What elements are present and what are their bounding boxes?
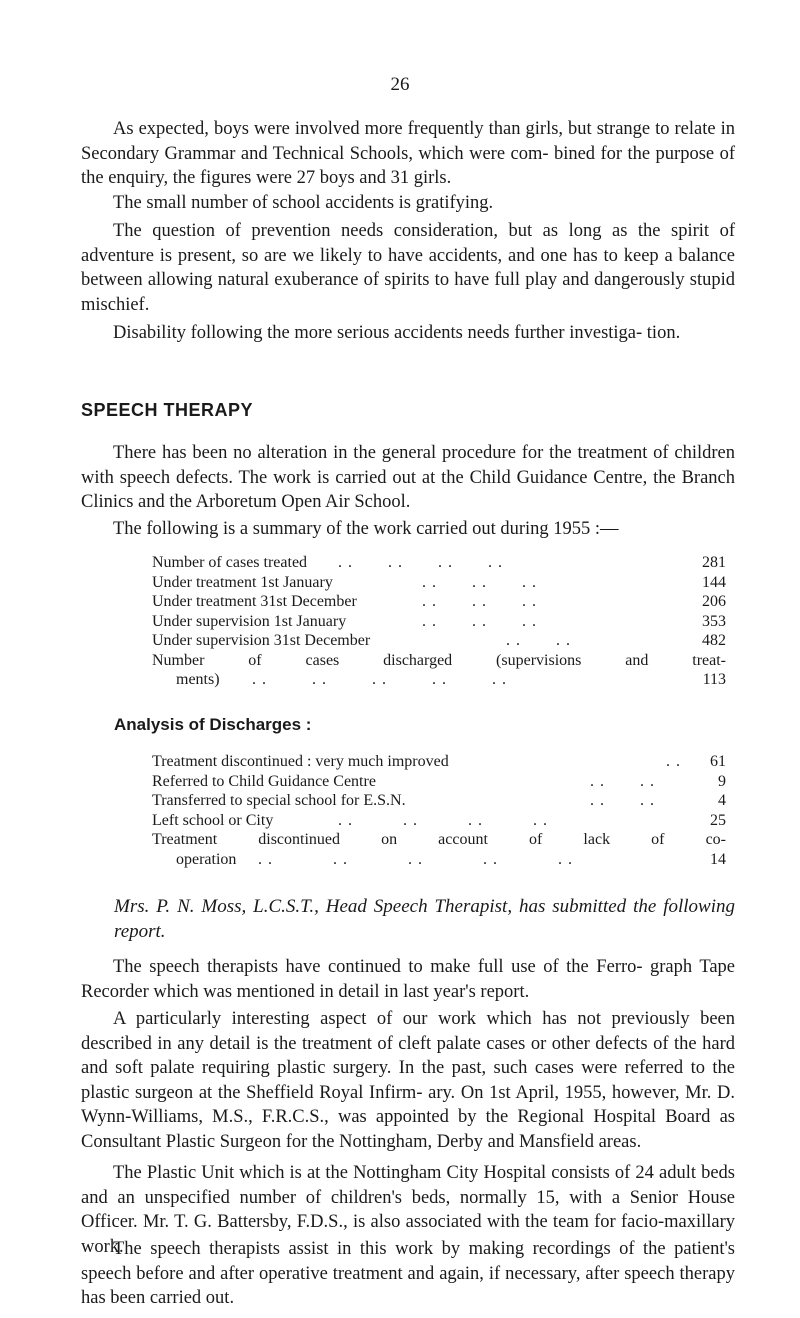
row-value: 61 bbox=[710, 753, 726, 770]
intro-paragraph-3: The question of prevention needs consideration, but as long as the spirit of adventure is present, so are we likely to have accidents, and one has to keep a balance between allowing natural exuberance of spirits to have full play and dangerously stupid mischief. bbox=[81, 221, 735, 315]
leader-dots: . . . . bbox=[506, 632, 571, 649]
row-value: 113 bbox=[702, 671, 726, 688]
table-row bbox=[152, 670, 726, 690]
row-label: Under treatment 31st December bbox=[152, 593, 357, 610]
leader-dots: . . . . . . . . . . bbox=[252, 671, 507, 688]
row-value: 281 bbox=[702, 554, 726, 571]
row-label: Under supervision 1st January bbox=[152, 612, 347, 630]
row-label: Transferred to special school for E.S.N. bbox=[152, 792, 406, 809]
intro-paragraph-2: The small number of school accidents is gratifying. bbox=[113, 193, 494, 213]
row-value: 14 bbox=[710, 850, 726, 868]
report-paragraph-1: The speech therapists have continued to make full use of the Ferro- graph Tape Recorder which was mentioned in detail in last year's report. bbox=[81, 957, 735, 1002]
row-label-continuation: operation bbox=[176, 850, 237, 868]
table-row bbox=[152, 612, 726, 632]
row-label: Left school or City bbox=[152, 811, 274, 829]
row-value: 482 bbox=[702, 632, 726, 649]
row-value: 144 bbox=[702, 573, 726, 591]
discharges-table bbox=[152, 752, 726, 869]
section-paragraph-2: The following is a summary of the work carried out during 1955 :— bbox=[113, 519, 619, 539]
table-row bbox=[152, 791, 726, 811]
row-label: Under treatment 1st January bbox=[152, 573, 333, 591]
table-row bbox=[152, 592, 726, 612]
leader-dots: . . . . . . bbox=[422, 593, 537, 610]
row-value: 25 bbox=[710, 811, 726, 829]
leader-dots: . . . . bbox=[590, 772, 655, 790]
row-value: 206 bbox=[702, 593, 726, 610]
table-row bbox=[152, 772, 726, 792]
row-value: 353 bbox=[702, 612, 726, 630]
page-number: 26 bbox=[390, 74, 410, 95]
table-row bbox=[152, 631, 726, 651]
analysis-heading: Analysis of Discharges : bbox=[114, 715, 312, 734]
leader-dots: . . . . bbox=[590, 792, 655, 809]
row-value: 4 bbox=[718, 792, 726, 809]
row-label: Under supervision 31st December bbox=[152, 632, 371, 649]
leader-dots: . . . . . . bbox=[422, 573, 537, 591]
table-row bbox=[152, 811, 726, 831]
leader-dots: . . . . . . . . . . bbox=[258, 850, 573, 868]
section-paragraph-1: There has been no alteration in the general procedure for the treatment of children with speech defects. The work is carried out at the Child Guidance Centre, the Branch Clinics and the Arboretum Open Air School. bbox=[81, 443, 735, 512]
leader-dots: . . bbox=[666, 753, 681, 770]
section-heading: SPEECH THERAPY bbox=[81, 400, 254, 420]
row-label: Number of cases treated bbox=[152, 554, 308, 571]
report-paragraph-3: The Plastic Unit which is at the Nottingham City Hospital consists of 24 adult beds and an unspecified number of children's beds, normally 15, with a Senior House Officer. Mr. T. G. Battersby, F.D.S., is also associated with the team for facio-maxillary work. bbox=[81, 1163, 735, 1257]
intro-paragraph-1: As expected, boys were involved more frequently than girls, but strange to relate in Secondary Grammar and Technical Schools, which were com- bined for the purpose of the enquiry, the figures were 27 boys and 31 girls. bbox=[81, 119, 735, 188]
table-row bbox=[152, 850, 726, 870]
row-value: 9 bbox=[718, 772, 726, 790]
report-intro: Mrs. P. N. Moss, L.C.S.T., Head Speech Therapist, has submitted the following report. bbox=[114, 896, 735, 942]
leader-dots: . . . . . . . . bbox=[338, 554, 503, 571]
row-label-continuation: ments) bbox=[176, 671, 220, 688]
row-label: Referred to Child Guidance Centre bbox=[152, 772, 376, 790]
row-label: Number of cases discharged (supervisions and treat- bbox=[152, 651, 726, 669]
intro-paragraph-4: Disability following the more serious accidents needs further investiga- tion. bbox=[113, 323, 681, 343]
table-row bbox=[152, 651, 726, 671]
report-paragraph-4: The speech therapists assist in this work by making recordings of the patient's speech before and after operative treatment and again, if necessary, after speech therapy has been carried out. bbox=[81, 1239, 735, 1308]
row-label: Treatment discontinued : very much improved bbox=[152, 753, 449, 770]
leader-dots: . . . . . . bbox=[422, 612, 537, 630]
summary-table bbox=[152, 553, 726, 690]
table-row bbox=[152, 573, 726, 593]
table-row bbox=[152, 752, 726, 772]
row-label: Treatment discontinued on account of lack of co- bbox=[152, 831, 726, 848]
report-paragraph-2: A particularly interesting aspect of our work which has not previously been described in any detail is the treatment of cleft palate cases or other defects of the hard and soft palate requiring plastic surgery. In the past, such cases were referred to the plastic surgeon at the Sheffield Royal Infirm- ary. On 1st April, 1955, however, Mr. D. Wynn-Williams, M.S., F.R.C.S., was appointed by the Regional Hospital Board as Consultant Plastic Surgeon for the Nottingham, Derby and Mansfield areas. bbox=[81, 1009, 735, 1152]
table-row bbox=[152, 553, 726, 573]
leader-dots: . . . . . . . . bbox=[338, 811, 548, 829]
table-row bbox=[152, 830, 726, 850]
